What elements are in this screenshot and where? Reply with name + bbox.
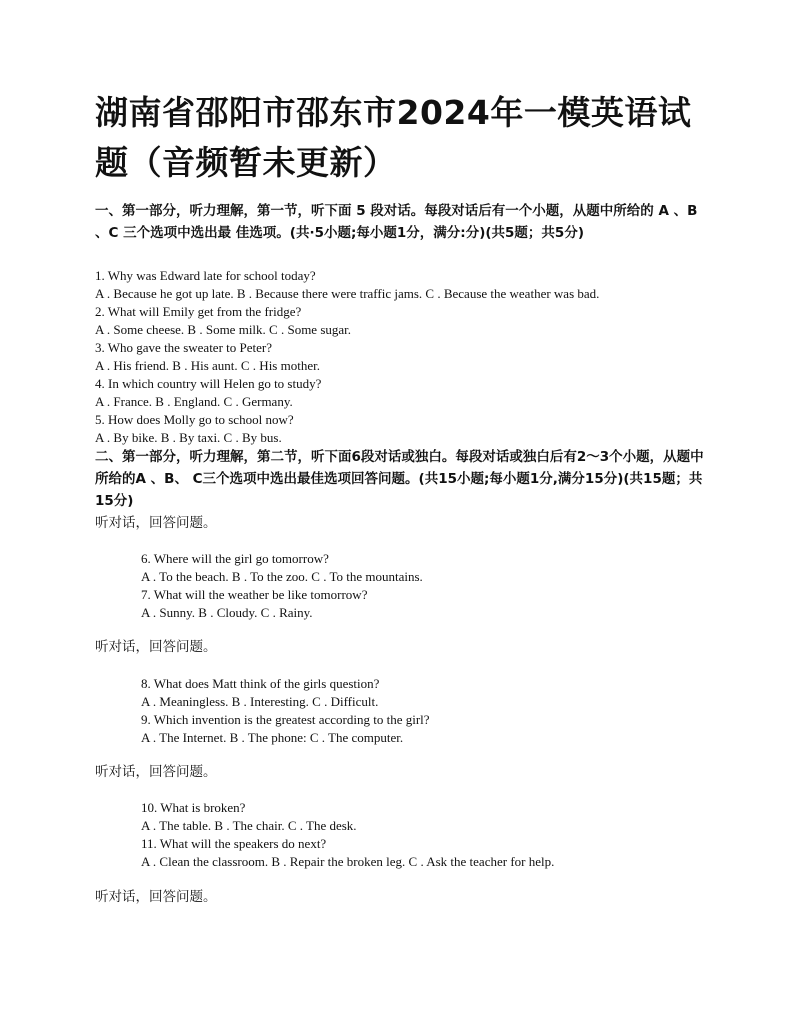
options-7: A . Sunny. B . Cloudy. C . Rainy. [141, 605, 313, 620]
question-6: 6. Where will the girl go tomorrow? [141, 551, 329, 566]
group-caption: 听对话，回答问题。 [95, 889, 217, 905]
options-8: A . Meaningless. B . Interesting. C . Difficult. [141, 694, 379, 709]
options-4: A . France. B . England. C . Germany. [95, 394, 293, 409]
options-1: A . Because he got up late. B . Because there were traffic jams. C . Because the weather was bad. [95, 286, 600, 301]
part2-heading: 二、第一部分，听力理解，第二节，听下面6段对话或独白。每段对话或独白后有2～3个小题，从题中所给的A 、B、 C三个选项中选出最佳选项回答问题。(共15小题;每小题1分,满分15分)(共15题；共15分) [95, 449, 704, 509]
question-9: 9. Which invention is the greatest according to the girl? [141, 712, 430, 727]
document-title: 湖南省邵阳市邵东市2024年一模英语试题（音频暂未更新） [95, 93, 692, 182]
question-11: 11. What will the speakers do next? [141, 836, 327, 851]
question-7: 7. What will the weather be like tomorrow? [141, 587, 368, 602]
options-6: A . To the beach. B . To the zoo. C . To the mountains. [141, 569, 423, 584]
group-caption: 听对话，回答问题。 [95, 515, 217, 531]
options-10: A . The table. B . The chair. C . The desk. [141, 818, 357, 833]
question-5: 5. How does Molly go to school now? [95, 412, 294, 427]
options-9: A . The Internet. B . The phone: C . The computer. [141, 730, 404, 745]
options-5: A . By bike. B . By taxi. C . By bus. [95, 430, 282, 445]
question-3: 3. Who gave the sweater to Peter? [95, 340, 272, 355]
question-8: 8. What does Matt think of the girls question? [141, 676, 380, 691]
part1-heading: 一、第一部分，听力理解，第一节，听下面 5 段对话。每段对话后有一个小题，从题中所给的 A 、B 、C 三个选项中选出最 佳选项。(共·5小题;每小题1分，满分:分)(共5题；共5分) [95, 203, 698, 241]
options-11: A . Clean the classroom. B . Repair the broken leg. C . Ask the teacher for help. [141, 854, 555, 869]
question-2: 2. What will Emily get from the fridge? [95, 304, 302, 319]
question-10: 10. What is broken? [141, 800, 246, 815]
options-3: A . His friend. B . His aunt. C . His mother. [95, 358, 320, 373]
question-1: 1. Why was Edward late for school today? [95, 268, 316, 283]
group-caption: 听对话，回答问题。 [95, 639, 217, 655]
question-4: 4. In which country will Helen go to study? [95, 376, 322, 391]
options-2: A . Some cheese. B . Some milk. C . Some sugar. [95, 322, 352, 337]
group-caption: 听对话，回答问题。 [95, 764, 217, 780]
